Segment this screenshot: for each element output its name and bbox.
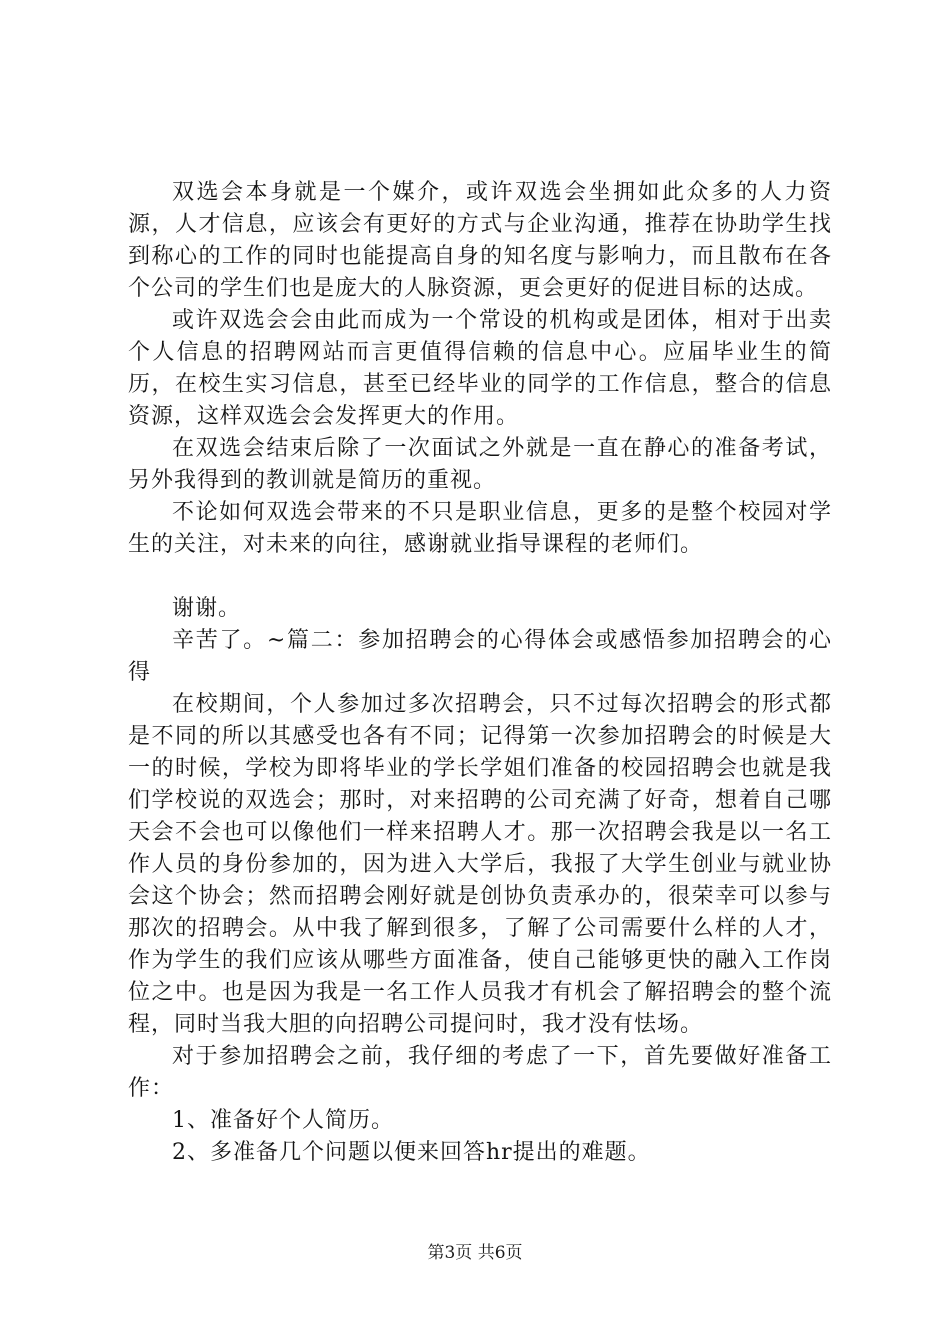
list-item-1: 1、准备好个人简历。 bbox=[172, 1108, 394, 1133]
paragraph-4: 不论如何双选会带来的不只是职业信息，更多的是整个校园对学生的关注，对未来的向往，感谢就业指导课程的老师们。 bbox=[128, 500, 832, 557]
paragraph-1: 双选会本身就是一个媒介，或许双选会坐拥如此众多的人力资源，人才信息，应该会有更好的方式与企业沟通，推荐在协助学生找到称心的工作的同时也能提高自身的知名度与影响力，而且散布在各个公司的学生们也是庞大的人脉资源，更会更好的促进目标的达成。 bbox=[128, 180, 832, 301]
paragraph-6: 对于参加招聘会之前，我仔细的考虑了一下，首先要做好准备工作： bbox=[128, 1044, 832, 1101]
paragraph-thanks: 谢谢。 bbox=[172, 596, 242, 621]
list-item-2: 2、多准备几个问题以便来回答hr提出的难题。 bbox=[172, 1140, 651, 1165]
paragraph-2: 或许双选会会由此而成为一个常设的机构或是团体，相对于出卖个人信息的招聘网站而言更值得信赖的信息中心。应届毕业生的简历，在校生实习信息，甚至已经毕业的同学的工作信息，整合的信息资源，这样双选会会发挥更大的作用。 bbox=[128, 308, 832, 429]
document-body bbox=[128, 177, 832, 1169]
paragraph-3: 在双选会结束后除了一次面试之外就是一直在静心的准备考试，另外我得到的教训就是简历的重视。 bbox=[128, 436, 832, 493]
paragraph-5: 在校期间，个人参加过多次招聘会，只不过每次招聘会的形式都是不同的所以其感受也各有不同；记得第一次参加招聘会的时候是大一的时候，学校为即将毕业的学长学姐们准备的校园招聘会也就是我们学校说的双选会；那时，对来招聘的公司充满了好奇，想着自己哪天会不会也可以像他们一样来招聘人才。那一次招聘会我是以一名工作人员的身份参加的，因为进入大学后，我报了大学生创业与就业协会这个协会；然而招聘会刚好就是创协负责承办的，很荣幸可以参与那次的招聘会。从中我了解到很多，了解了公司需要什么样的人才，作为学生的我们应该从哪些方面准备，使自己能够更快的融入工作岗位之中。也是因为我是一名工作人员我才有机会了解招聘会的整个流程，同时当我大胆的向招聘公司提问时，我才没有怯场。 bbox=[128, 692, 832, 1037]
page-footer: 第3页 共6页 bbox=[427, 1243, 523, 1263]
paragraph-section-heading: 辛苦了。~篇二：参加招聘会的心得体会或感悟参加招聘会的心得 bbox=[128, 628, 832, 685]
